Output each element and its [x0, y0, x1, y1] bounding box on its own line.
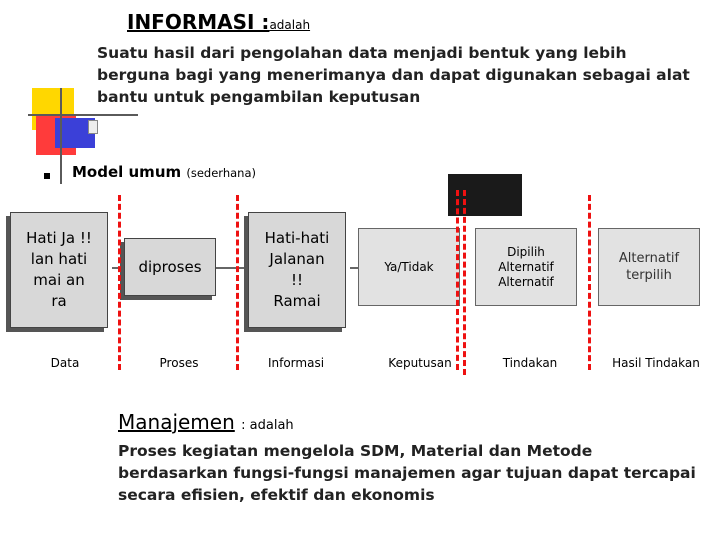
manajemen-heading — [118, 410, 294, 434]
hasil-box-line: Alternatif — [618, 251, 680, 266]
informasi-box-line: !! — [290, 271, 304, 289]
dashed-separator — [118, 195, 121, 370]
model-title: Model umum — [72, 163, 182, 181]
informasi-title-suffix: adalah — [269, 18, 311, 32]
dashed-separator — [588, 195, 591, 370]
informasi-title: INFORMASI : — [127, 10, 270, 34]
hasil-box — [598, 228, 700, 306]
data-box-line: Hati Ja !! — [26, 229, 92, 247]
stage-label-data: Data — [50, 356, 80, 370]
data-box-line: ra — [51, 292, 67, 310]
informasi-box-line: Jalanan — [269, 250, 325, 268]
tindakan-box-line: Alternatif — [498, 259, 554, 274]
data-box — [10, 212, 108, 328]
dashed-separator — [236, 195, 239, 370]
stage-label-informasi: Informasi — [267, 356, 325, 370]
informasi-box — [248, 212, 346, 328]
model-subtitle: (sederhana) — [186, 166, 256, 180]
hasil-box-line: terpilih — [626, 268, 672, 283]
data-box-line: mai an — [33, 271, 85, 289]
stage-label-tindakan: Tindakan — [502, 356, 558, 370]
keputusan-box-text: Ya/Tidak — [384, 260, 434, 274]
data-box-line: lan hati — [30, 250, 88, 268]
tindakan-box-line: Alternatif — [498, 274, 554, 289]
informasi-box-line: Ramai — [273, 292, 321, 310]
stage-label-keputusan: Keputusan — [388, 356, 452, 370]
stage-label-proses: Proses — [159, 356, 199, 370]
informasi-box-line: Hati-hati — [264, 229, 330, 247]
keputusan-box — [358, 228, 460, 306]
manajemen-definition: Proses kegiatan mengelola SDM, Material dan Metode berdasarkan fungsi-fungsi manajemen agar tujuan dapat tercapai secara efisien, efektif dan ekonomis — [118, 442, 696, 504]
manajemen-title-suffix: : adalah — [241, 418, 294, 433]
tindakan-box-line: Dipilih — [507, 244, 545, 259]
proses-box-text: diproses — [138, 258, 202, 276]
dashed-separator — [456, 190, 459, 370]
tindakan-box — [475, 228, 577, 306]
dashed-separator — [463, 190, 466, 375]
informasi-definition: Suatu hasil dari pengolahan data menjadi bentuk yang lebih berguna bagi yang menerimanya dan dapat digunakan sebagai alat bantu untuk pengambilan keputusan — [97, 44, 690, 106]
stage-label-hasil: Hasil Tindakan — [612, 356, 700, 370]
manajemen-title: Manajemen — [118, 410, 235, 434]
proses-box — [124, 238, 216, 296]
